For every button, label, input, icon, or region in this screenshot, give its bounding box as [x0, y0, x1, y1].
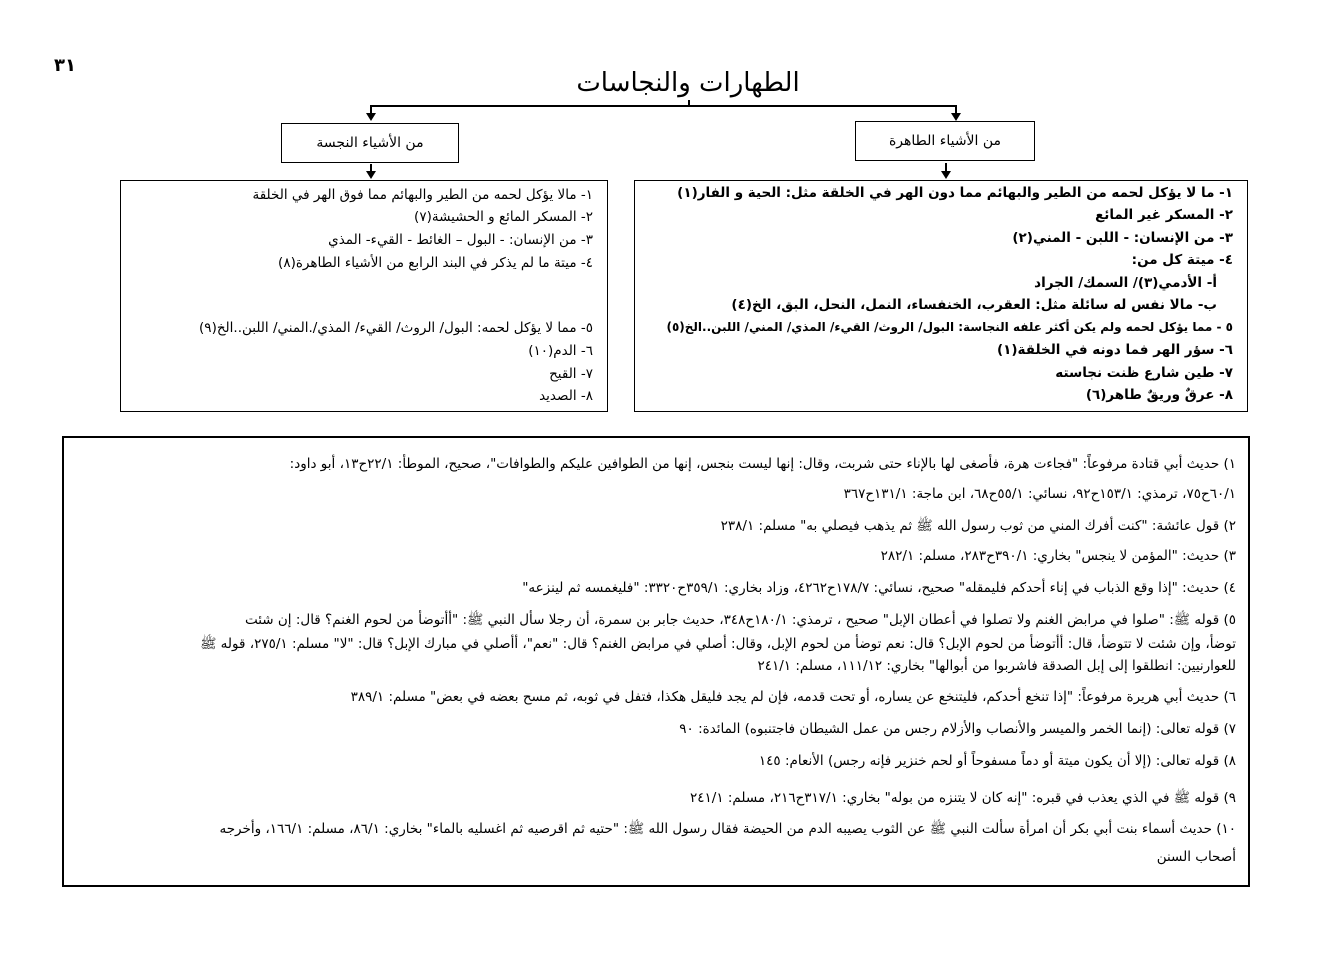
- list-item: ٨- الصديد: [539, 388, 593, 404]
- list-item: ٢- المسكر المائع و الحشيشة(٧): [414, 209, 593, 225]
- footnote-line: ٩) قوله ﷺ في الذي يعذب في قبره: "إنه كان لا يتنزه من بوله" بخاري: ٣١٧/١ح٢١٦، مسلم: ٢٤١/١: [690, 790, 1236, 806]
- pure-heading: من الأشياء الطاهرة: [888, 133, 1002, 149]
- list-item: ١- مالا يؤكل لحمه من الطير والبهائم مما فوق الهر في الخلقة: [252, 187, 593, 203]
- list-item: ب- مالا نفس له سائلة مثل: العقرب، الخنفساء، النمل، النحل، البق، الخ(٤): [731, 297, 1217, 313]
- arrow-down-icon: [951, 113, 961, 121]
- list-item: ٤- ميتة ما لم يذكر في البند الرابع من الأشياء الطاهرة(٨): [278, 255, 593, 271]
- list-item: ٥ - مما يؤكل لحمه ولم يكن أكثر علفه النجاسة: البول/ الروث/ القيء/ المذي/ المني/ اللبن..الخ(٥): [666, 320, 1233, 334]
- list-item: ٥- مما لا يؤكل لحمه: البول/ الروث/ القيء/ المذي/.المني/ اللبن..الخ(٩): [199, 320, 593, 336]
- footnotes-box: [62, 436, 1250, 887]
- pure-list: [634, 180, 1248, 412]
- footnote-line: للعوارنيين: انطلقوا إلى إبل الصدقة فاشربوا من أبوالها" بخاري: ١١١/١٢، مسلم: ٢٤١/١: [757, 658, 1236, 674]
- arrow-down-icon: [941, 171, 951, 179]
- footnote-line: ٤) حديث: "إذا وقع الذباب في إناء أحدكم فليمقله" صحيح، نسائي: ١٧٨/٧ح٤٢٦٢، وزاد بخاري: ٣٥٩/١ح٣٣٢٠: "فليغمسه ثم لينزعه": [522, 580, 1236, 596]
- impure-heading-box: [281, 123, 459, 163]
- list-item: ٢- المسكر غير المائع: [1095, 207, 1233, 223]
- list-item: ٧- القيح: [549, 366, 593, 382]
- footnote-line: ١) حديث أبي قتادة مرفوعاً: "فجاءت هرة، فأصغى لها بالإناء حتى شربت، وقال: إنها ليست بنجس، إنها من الطوافين عليكم والطوافات"، صحيح، الموطأ: ٢٢/١ح١٣، أبو داود:: [289, 456, 1236, 472]
- list-item: أ- الأدمي(٣)/ السمك/ الجراد: [1034, 275, 1217, 291]
- pure-heading-box: [855, 121, 1035, 161]
- list-item: ٣- من الإنسان: - البول – الغائط - القيء- المذي: [328, 232, 593, 248]
- list-item: ٣- من الإنسان: - اللبن - المني(٢): [1012, 230, 1233, 246]
- list-item: ٦- سؤر الهر فما دونه في الخلقة(١): [996, 342, 1233, 358]
- list-item: ٦- الدم(١٠): [528, 343, 593, 359]
- footnote-line: ٨) قوله تعالى: (إلا أن يكون ميتة أو دماً مسفوحاً أو لحم خنزير فإنه رجس) الأنعام: ١٤٥: [758, 753, 1236, 769]
- list-item: ٨- عرقٌ وريقٌ طاهر(٦): [1085, 387, 1233, 403]
- footnote-line: توضأ، وإن شئت لا تتوضأ، قال: أأتوضأ من لحوم الإبل؟ قال: نعم توضأ من لحوم الإبل، وقال: أصلي في مرابض الغنم؟ قال: "نعم"، أأصلي في مبارك الإبل؟ قال: "لا" مسلم: ٢٧٥/١، قوله ﷺ: [200, 636, 1236, 652]
- page-number: ٣١: [54, 55, 76, 76]
- footnote-line: ٥) قوله ﷺ: "صلوا في مرابض الغنم ولا تصلوا في أعطان الإبل" صحيح ، ترمذي: ١٨٠/١ح٣٤٨، حديث جابر بن سمرة، أن رجلا سأل النبي ﷺ: "أأتوضأ من لحوم الغنم؟ قال: إن شئت: [244, 612, 1236, 628]
- arrow-down-icon: [366, 113, 376, 121]
- footnote-line: ٣) حديث: "المؤمن لا ينجس" بخاري: ٣٩٠/١ح٢٨٣، مسلم: ٢٨٢/١: [880, 548, 1236, 564]
- page-title: الطهارات والنجاسات: [576, 68, 800, 98]
- footnote-line: أصحاب السنن: [1156, 849, 1236, 865]
- footnote-line: ٢) قول عائشة: "كنت أفرك المني من ثوب رسول الله ﷺ ثم يذهب فيصلي به" مسلم: ٢٣٨/١: [720, 518, 1236, 534]
- list-item: ١- ما لا يؤكل لحمه من الطير والبهائم مما دون الهر في الخلقة مثل: الحية و الفار(١): [677, 185, 1233, 201]
- footnote-line: ٧) قوله تعالى: (إنما الخمر والميسر والأنصاب والأزلام رجس من عمل الشيطان فاجتنبوه) المائدة: ٩٠: [679, 721, 1236, 737]
- impure-heading: من الأشياء النجسة: [316, 135, 424, 151]
- list-item: ٤- ميتة كل من:: [1131, 252, 1233, 268]
- list-item: ٧- طين شارع ظنت نجاسته: [1055, 365, 1233, 381]
- arrow-down-icon: [366, 171, 376, 179]
- tree-branch: [370, 105, 956, 107]
- footnote-line: ٦) حديث أبي هريرة مرفوعاً: "إذا تنخع أحدكم، فليتنخع عن يساره، أو تحت قدمه، فإن لم يجد فليقل هكذا، فتفل في ثوبه، ثم مسح بعضه في بعض" مسلم: ٣٨٩/١: [350, 689, 1236, 705]
- footnote-line: ١٠) حديث أسماء بنت أبي بكر أن امرأة سألت النبي ﷺ عن الثوب يصيبه الدم من الحيضة فقال رسول الله ﷺ: "حتيه ثم اقرصيه ثم اغسليه بالماء" بخاري: ٨٦/١، مسلم: ١٦٦/١، وأخرجه: [219, 821, 1236, 837]
- footnote-line: ٦٠/١ح٧٥، ترمذي: ١٥٣/١ح٩٢، نسائي: ٥٥/١ح٦٨، ابن ماجة: ١٣١/١ح٣٦٧: [843, 486, 1236, 502]
- impure-list: [120, 180, 608, 412]
